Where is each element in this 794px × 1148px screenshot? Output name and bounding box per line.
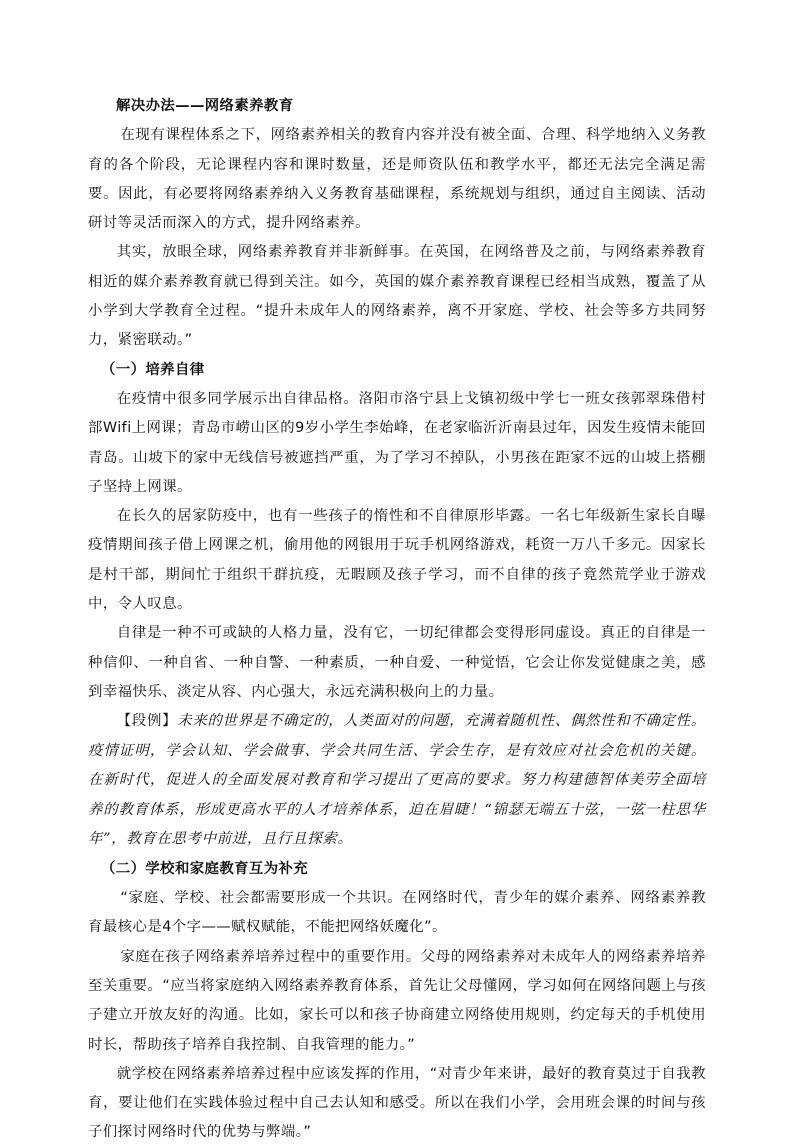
- self-discipline-paragraph-1: 在疫情中很多同学展示出自律品格。洛阳市洛宁县上戈镇初级中学七一班女孩郭翠珠借村部Wifi上网课；青岛市崂山区的9岁小学生李始峰，在老家临沂沂南县过年，因发生疫情未能回青岛。山坡下的家中无线信号被遮挡严重，为了学习不掉队，小男孩在距家不远的山坡上搭棚子坚持上网课。: [88, 390, 706, 495]
- school-family-paragraph-2: 家庭在孩子网络素养培养过程中的重要作用。父母的网络素养对未成年人的网络素养培养至关重要。“应当将家庭纳入网络素养教育体系，首先让父母懂网，学习如何在网络问题上与孩子建立开放友好的沟通。比如，家长可以和孩子协商建立网络使用规则，约定每天的手机使用时长，帮助孩子培养自我控制、自我管理的能力。”: [88, 948, 706, 1053]
- self-discipline-paragraph-3: 自律是一种不可或缺的人格力量，没有它，一切纪律都会变得形同虚设。真正的自律是一种信仰、一种自省、一种自警、一种素质，一种自爱、一种觉悟，它会让你发觉健康之美，感到幸福快乐、淡定从容、内心强大，永远充满积极向上的力量。: [88, 625, 706, 700]
- school-family-paragraph-3: 就学校在网络素养培养过程中应该发挥的作用，“对青少年来讲，最好的教育莫过于自我教育，要让他们在实践体验过程中自己去认知和感受。所以在我们小学，会用班会课的时间与孩子们探讨网络时代的优势与弊端。”: [88, 1065, 706, 1141]
- section-title: 解决办法——网络素养教育: [116, 98, 294, 114]
- example-paragraph: [88, 707, 706, 855]
- intro-paragraph-1: 在现有课程体系之下，网络素养相关的教育内容并没有被全面、合理、科学地纳入义务教育的各个阶段，无论课程内容和课时数量，还是师资队伍和教学水平，都还无法完全满足需要。因此，有必要将网络素养纳入义务教育基础课程，系统规划与组织，通过自主阅读、活动研讨等灵活而深入的方式，提升网络素养。: [88, 127, 706, 232]
- example-label: 【段例】: [116, 713, 178, 730]
- school-family-paragraph-1: “家庭、学校、社会都需要形成一个共识。在网络时代，青少年的媒介素养、网络素养教育最核心是4个字——赋权赋能，不能把网络妖魔化”。: [88, 890, 706, 936]
- subheading-self-discipline: （一）培养自律: [101, 361, 205, 378]
- self-discipline-paragraph-2: 在长久的居家防疫中，也有一些孩子的惰性和不自律原形毕露。一名七年级新生家长自曝疫情期间孩子借上网课之机，偷用他的网银用于玩手机网络游戏，耗资一万八千多元。因家长是村干部，期间忙于组织干群抗疫，无暇顾及孩子学习，而不自律的孩子竟然荒学业于游戏中，令人叹息。: [88, 508, 706, 613]
- subheading-school-family: （二）学校和家庭教育互为补充: [101, 860, 309, 877]
- intro-paragraph-2: 其实，放眼全球，网络素养教育并非新鲜事。在英国，在网络普及之前，与网络素养教育相近的媒介素养教育就已得到关注。如今，英国的媒介素养教育课程已经相当成熟，覆盖了从小学到大学教育全过程。“提升未成年人的网络素养，离不开家庭、学校、社会等多方共同努力，紧密联动。”: [88, 244, 706, 349]
- example-text: 未来的世界是不确定的，人类面对的问题，充满着随机性、偶然性和不确定性。疫情证明，学会认知、学会做事、学会共同生活、学会生存，是有效应对社会危机的关键。在新时代，促进人的全面发展对教育和学习提出了更高的要求。努力构建德智体美劳全面培养的教育体系，形成更高水平的人才培养体系，迫在眉睫！“锦瑟无端五十弦，一弦一柱思华年”，教育在思考中前进，且行且探索。: [88, 713, 706, 848]
